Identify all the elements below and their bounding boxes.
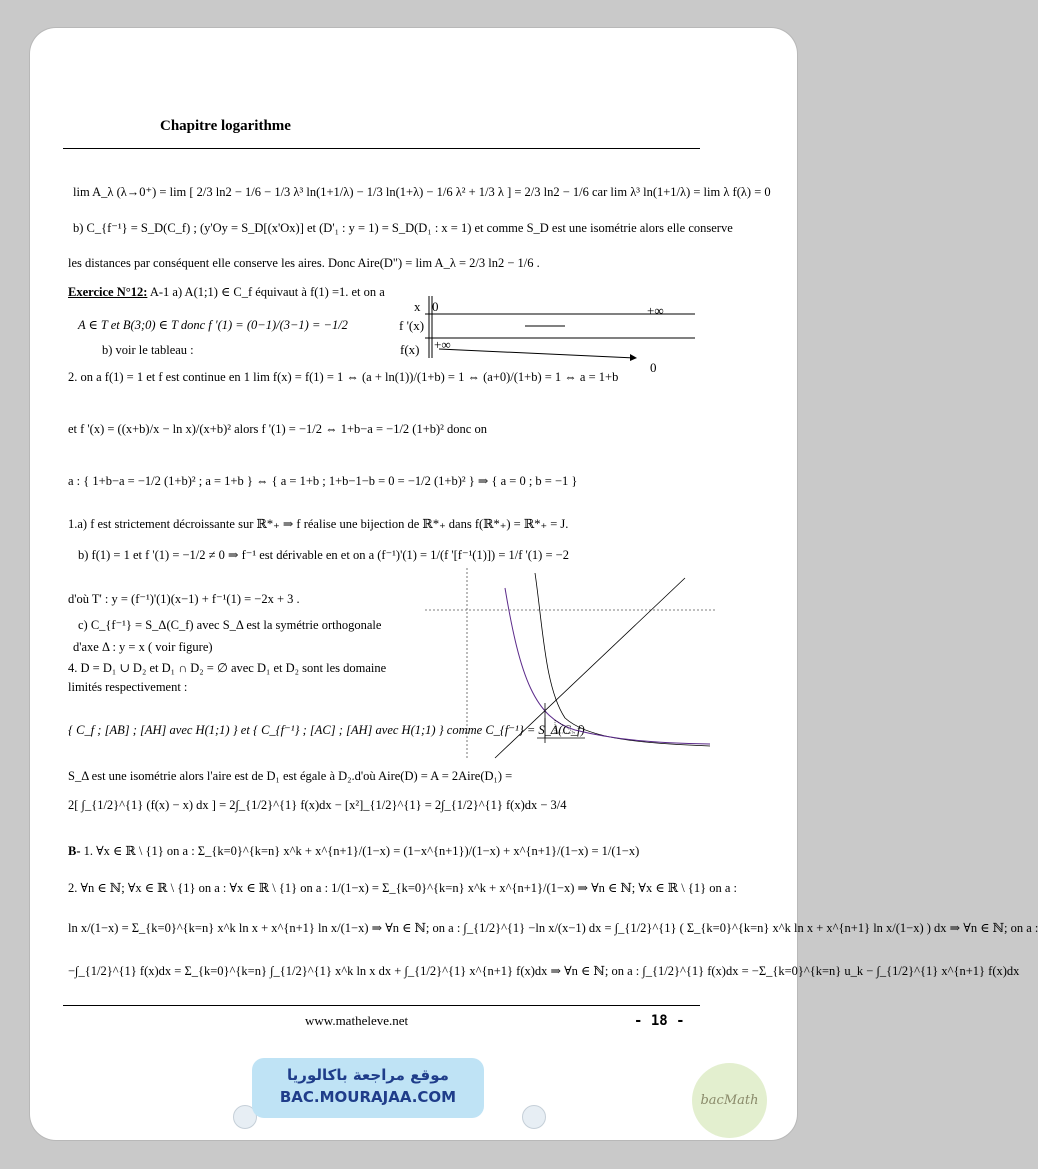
inverse-derivative-line: b) f(1) = 1 et f '(1) = −1/2 ≠ 0 ⇒ f⁻¹ est dérivable en et on a (f⁻¹)'(1) = 1/(f '[f⁻¹(1)]) = 1/f '(1) = −2 xyxy=(78,548,569,562)
table-label-fprime: f '(x) xyxy=(399,318,425,333)
axis-line: d'axe Δ : y = x ( voir figure) xyxy=(73,640,213,654)
limit-line: lim A_λ (λ→0⁺) = lim [ 2/3 ln2 − 1/6 − 1/3 λ³ ln(1+1/λ) − 1/3 ln(1+λ) − 1/6 λ² + 1/3 λ ] = 2/3 ln2 − 1/6 car lim λ³ ln(1+1/λ) = lim λ f(λ) = 0 xyxy=(73,185,771,199)
sum-identity-line: 2. ∀n ∈ ℕ; ∀x ∈ ℝ \ {1} on a : ∀x ∈ ℝ \ {1} on a : 1/(1−x) = Σ_{k=0}^{k=n} x^k + x^{n+1}/(1−x) ⇒ ∀n ∈ ℕ; ∀x ∈ ℝ \ {1} on a : xyxy=(68,881,737,895)
footer-website[interactable]: www.matheleve.net xyxy=(305,1013,409,1028)
footer-rule xyxy=(63,1005,700,1006)
integral-line: 2[ ∫_{1/2}^{1} (f(x) − x) dx ] = 2∫_{1/2}^{1} f(x)dx − [x²]_{1/2}^{1} = 2∫_{1/2}^{1} f(x)dx − 3/4 xyxy=(68,798,567,812)
isometry-line: S_Δ est une isométrie alors l'aire est de D₁ est égale à D₂.d'où Aire(D) = A = 2Aire(D₁) = xyxy=(68,769,513,783)
banner-site-text: BAC.MOURAJAA.COM xyxy=(279,1088,457,1106)
right-logo-icon xyxy=(522,1105,546,1129)
area-line: les distances par conséquent elle conserve les aires. Donc Aire(D") = lim A_λ = 2/3 ln2 − 1/6 . xyxy=(68,256,540,270)
exercise-title: Exercice N°12: xyxy=(68,285,148,299)
bac-mourajaa-banner[interactable] xyxy=(252,1058,484,1118)
exercise-intro: A-1 a) A(1;1) ∈ C_f équivaut à f(1) =1. et on a xyxy=(147,285,385,299)
banner-arabic-text: موقع مراجعة باكالوريا xyxy=(287,1066,449,1084)
table-label-x: x xyxy=(414,299,421,314)
document-page xyxy=(30,28,1038,1140)
table-f-end: 0 xyxy=(650,360,657,375)
symmetry-inverse-line: c) C_{f⁻¹} = S_Δ(C_f) avec S_Δ est la symétrie orthogonale xyxy=(78,618,382,632)
part-b-line xyxy=(68,843,639,859)
part-b-title: B- xyxy=(68,844,81,858)
see-table-line: b) voir le tableau : xyxy=(102,343,194,357)
table-label-f: f(x) xyxy=(400,342,420,357)
curve-figure xyxy=(425,568,715,763)
final-integral-line: −∫_{1/2}^{1} f(x)dx = Σ_{k=0}^{k=n} ∫_{1/2}^{1} x^k ln x dx + ∫_{1/2}^{1} x^{n+1} f(x)dx ⇒ ∀n ∈ ℕ; on a : ∫_{1/2}^{1} f(x)dx = −Σ_{k=0}^{k=n} u_k − ∫_{1/2}^{1} x^{n+1} f(x)dx xyxy=(68,964,1020,978)
bijection-line: 1.a) f est strictement décroissante sur ℝ*₊ ⇒ f réalise une bijection de ℝ*₊ dans f(ℝ*₊) = ℝ*₊ = J. xyxy=(68,517,569,531)
tangent-line: A ∈ T et B(3;0) ∈ T donc f '(1) = (0−1)/(3−1) = −1/2 xyxy=(78,318,348,332)
exercise-heading-line xyxy=(68,284,385,300)
chapter-title: Chapitre logarithme xyxy=(160,118,291,134)
bacmath-badge: bacMath xyxy=(692,1063,767,1138)
part-b-sum: 1. ∀x ∈ ℝ \ {1} on a : Σ_{k=0}^{k=n} x^k + x^{n+1}/(1−x) = (1−x^{n+1})/(1−x) + x^{n+1}/(1−x) = 1/(1−x) xyxy=(80,844,640,858)
tangent-inverse-line: d'où T' : y = (f⁻¹)'(1)(x−1) + f⁻¹(1) = −2x + 3 . xyxy=(68,592,300,606)
system-line: a : { 1+b−a = −1/2 (1+b)² ; a = 1+b } ⇔ { a = 1+b ; 1+b−1−b = 0 = −1/2 (1+b)² } ⇒ { a = 0 ; b = −1 } xyxy=(68,474,578,488)
domain-line: 4. D = D₁ ∪ D₂ et D₁ ∩ D₂ = ∅ avec D₁ et D₂ sont les domaine xyxy=(68,661,387,675)
table-x-start: 0 xyxy=(432,299,439,314)
page-number: - 18 - xyxy=(634,1013,685,1029)
symmetry-line: b) C_{f⁻¹} = S_D(C_f) ; (y'Oy = S_D[(x'Ox)] et (D'₁ : y = 1) = S_D(D₁ : x = 1) et comme S_D est une isométrie alors elle conserve xyxy=(73,221,733,235)
table-x-end: +∞ xyxy=(647,303,664,318)
limited-line: limités respectivement : xyxy=(68,680,188,694)
header-rule xyxy=(63,148,700,149)
continuity-line: 2. on a f(1) = 1 et f est continue en 1 lim f(x) = f(1) = 1 ⇔ (a + ln(1))/(1+b) = 1 ⇔ (a+0)/(1+b) = 1 ⇔ a = 1+b xyxy=(68,370,619,384)
log-sum-line: ln x/(1−x) = Σ_{k=0}^{k=n} x^k ln x + x^{n+1} ln x/(1−x) ⇒ ∀n ∈ ℕ; on a : ∫_{1/2}^{1} −ln x/(x−1) dx = ∫_{1/2}^{1} ( Σ_{k=0}^{k=n} x^k ln x + x^{n+1} ln x/(1−x) ) dx ⇒ ∀n ∈ ℕ; on a : xyxy=(68,921,1038,935)
derivative-line: et f '(x) = ((x+b)/x − ln x)/(x+b)² alors f '(1) = −1/2 ⇔ 1+b−a = −1/2 (1+b)² donc on xyxy=(68,422,487,436)
table-f-start: +∞ xyxy=(434,337,451,352)
boundaries-line: { C_f ; [AB] ; [AH] avec H(1;1) } et { C_{f⁻¹} ; [AC] ; [AH] avec H(1;1) } comme C_{f⁻¹} = S_Δ(C_f) xyxy=(68,723,585,737)
variation-table-lines xyxy=(425,296,700,376)
